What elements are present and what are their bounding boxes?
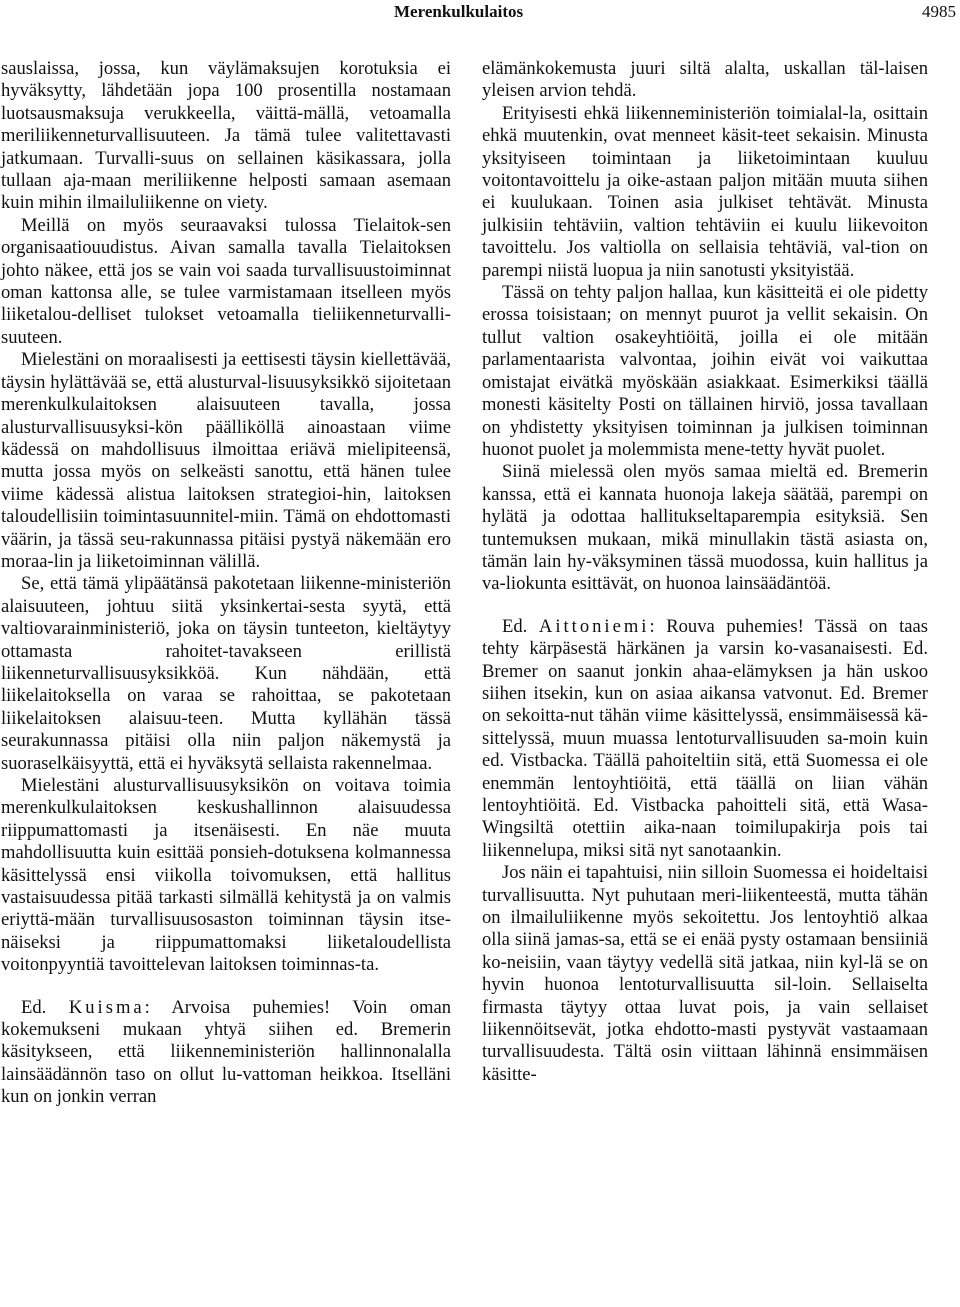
- paragraph: Meillä on myös seuraavaksi tulossa Tielaitok-sen organisaatiouudistus. Aivan samalla tavalla Tielaitoksen johto näkee, että jos se vain voi saada turvallisuustoiminnat oman kattonsa alle, se tulee varmistamaan itselleen myös liiketalou-delliset tulokset vetoamalla tieliikenneturvalli-suuteen.: [1, 214, 451, 348]
- paragraph: Jos näin ei tapahtuisi, niin silloin Suomessa ei hoideltaisi turvallisuutta. Nyt puhutaan meri-liikenteestä, mutta tähän on ilmailuliikenne myös sekoitettu. Jos lentoyhtiö alkaa olla siinä jamas-sa, että se ei enää pysty ostamaan bensiiniä ko-neisiin, vaan täytyy vedellä sitä jatkaa, niin kyl-lä se on hyvin huonoa lentoturvallisuutta sil-loin. Sellaiselta firmasta täytyy ottaa luvat pois, ja vain sellaiset liikennöitsevät, jotka ehdotto-masti pystyvät vastaamaan turvallisuudesta. Tältä osin viittaan lähinnä ensimmäisen käsitte-: [482, 862, 928, 1085]
- paragraph: Mielestäni alusturvallisuusyksikön on voitava toimia merenkulkulaitoksen keskushallinnon alaisuudessa riippumattomasti ja itsenäisesti. En näe muuta mahdollisuutta kuin esittää ponsieh-dotuksena kolmannessa käsittelyssä ensi viikolla toivomuksen, että hallitus vastaisuudessa pitää tarkasti silmällä kehitystä ja on valmis eriyttä-mään turvallisuusosaston toiminnan täysin itse-näiseksi ja riippumattomaksi liiketaloudellista voitonpyyntiä tavoittelevan laitoksen toiminnas-ta.: [1, 775, 451, 976]
- paragraph: Mielestäni on moraalisesti ja eettisesti täysin kiellettävää, täysin hylättävää se, että alusturval-lisuusyksikkö sijoitetaan merenkulkulaitoksen alaisuuteen tavalla, jossa alusturvallisuusyksi-kön päälliköllä ainoastaan viime kädessä on mahdollisuus ilmoittaa eriävä mielipiteensä, mutta jossa myös on selkeästi sanottu, että hänen tulee viime kädessä alistua laitoksen strategioi-hin, laitoksen taloudellisiin toimintasuunnitel-miin. Tämä on ehdottomasti väärin, ja tässä seu-rakunnassa pitäisi pystyä näkemään ero moraa-lin ja liiketoiminnan välillä.: [1, 349, 451, 572]
- right-column: [482, 58, 928, 1086]
- paragraph: Se, että tämä ylipäätänsä pakotetaan liikenne-ministeriön alaisuuteen, johtuu siitä yksinkertai-sesta syytä, että valtiovarainministeriö, joka on täysin tunteeton, kieltäytyy ottamasta rahoitet-tavakseen erillistä liikenneturvallisuusyksikköä. Kun nähdään, että liikelaitoksella on varaa se rahoittaa, se pakotetaan liikelaitoksen alaisuu-teen. Mutta kyllähän tässä seurakunnassa pitäisi olla niin paljon näkemystä ja suoraselkäisyyttä, että ei hyväksytä sellaista rakennelmaa.: [1, 573, 451, 774]
- paragraph: Erityisesti ehkä liikenneministeriön toimialal-la, osittain ehkä muutenkin, ovat menneet käsit-teet sekaisin. Minusta yksityiseen toimintaan ja liiketoimintaan kuuluu voitontavoittelu ja oike-astaan paljon mitään muuta siihen ei kuulukaan. Toinen asia julkiset tehtävät. Minusta julkisiin tehtäviin, valtion tehtäviin ei kuulu liikevoiton tavoittelu. Jos valtiolla on sellaisia tehtäviä, val-tion on parempi niistä luopua ja niin sanotusti yksityistää.: [482, 102, 928, 281]
- speech-paragraph: [482, 616, 928, 862]
- speaker-prefix: Ed.: [21, 996, 69, 1018]
- speech-text: Arvoisa puhemies! Voin oman kokemukseni mukaan yhtyä siihen ed. Bremerin käsitykseen, että liikenneministeriön hallinnonalalla lainsäädännön taso on ollut lu-vattoman heikkoa. Itselläni kun on jonkin verran: [1, 996, 451, 1108]
- speaker-prefix: Ed.: [502, 615, 539, 637]
- page-header: [0, 0, 960, 30]
- paragraph: sauslaissa, jossa, kun väylämaksujen korotuksia ei hyväksytty, lähdetään jopa 100 prosentilla nostamaan luotsausmaksuja verukkeella, väittä-mällä, vetoamalla meriliikenneturvallisuuteen. Ja tämä tulee valitettavasti jatkumaan. Turvalli-suus on sellainen käsikassara, jolla tullaan aja-maan meriliikenne helposti samaan asemaan kuin mihin ilmailuliikenne on viety.: [1, 58, 451, 214]
- speaker-colon: :: [649, 615, 667, 637]
- paragraph: Siinä mielessä olen myös samaa mieltä ed. Bremerin kanssa, että ei kannata huonoja lakeja säätää, parempi on hylätä ja odottaa hallitukseltaparempia esityksiä. Sen tuntemuksen mukaan, mikä minullakin tästä asiasta on, tämän lain hy-väksyminen tässä muodossa, kuin hallitus ja va-liokunta esittävät, on huonoa lainsäädäntöä.: [482, 461, 928, 595]
- page-number: 4985: [922, 2, 956, 21]
- speech-paragraph: [1, 997, 451, 1109]
- left-column: [1, 58, 451, 1109]
- running-title: Merenkulkulaitos: [394, 2, 524, 21]
- speaker-name: Kuisma: [68, 996, 145, 1018]
- speaker-name: Aittoniemi: [538, 615, 650, 637]
- paragraph: elämänkokemusta juuri siltä alalta, uskallan täl-laisen yleisen arvion tehdä.: [482, 58, 928, 102]
- speaker-colon: :: [144, 996, 172, 1018]
- speech-text: Rouva puhemies! Tässä on taas tehty kärpäsestä härkänen ja varsin ko-vasanaisesti. Ed. Bremer on saanut jonkin ahaa-elämyksen ja hän uskoo siihen itsekin, kun on asiaa aikansa vatvonut. Ed. Bremer on sekoitta-nut tähän viime käsittelyssä, ensimmäisessä kä-sittelyssä, muun muassa lentoturvallisuuden sa-moin kuin ed. Vistbacka. Täällä pahoiteltiin sitä, että Suomessa ei ole enemmän lentoyhtiöitä, että täällä on liian vähän lentoyhtiöitä. Ed. Vistbacka pahoitteli sitä, että Wasa-Wingsiltä otettiin aika-naan toimilupakirja pois tai liikennelupa, miksi sitä nyt sanotaankin.: [482, 615, 929, 861]
- paragraph: Tässä on tehty paljon hallaa, kun käsitteitä ei ole pidetty erossa toisistaan; on mennyt puurot ja vellit sekaisin. On tullut valtion osakeyhtiöitä, joilla ei ole mitään parlamentaarista valvontaa, joihin eivät voi vaikuttaa omistajat eivätkä myöskään asiakkaat. Esimerkiksi täällä monesti käsitelty Posti on tällainen hirviö, jossa tavallaan on yhdistetty yksityisen toiminnan ja julkisen toiminnan huonot puolet ja molemmista mene-tetty hyvät puolet.: [482, 282, 928, 460]
